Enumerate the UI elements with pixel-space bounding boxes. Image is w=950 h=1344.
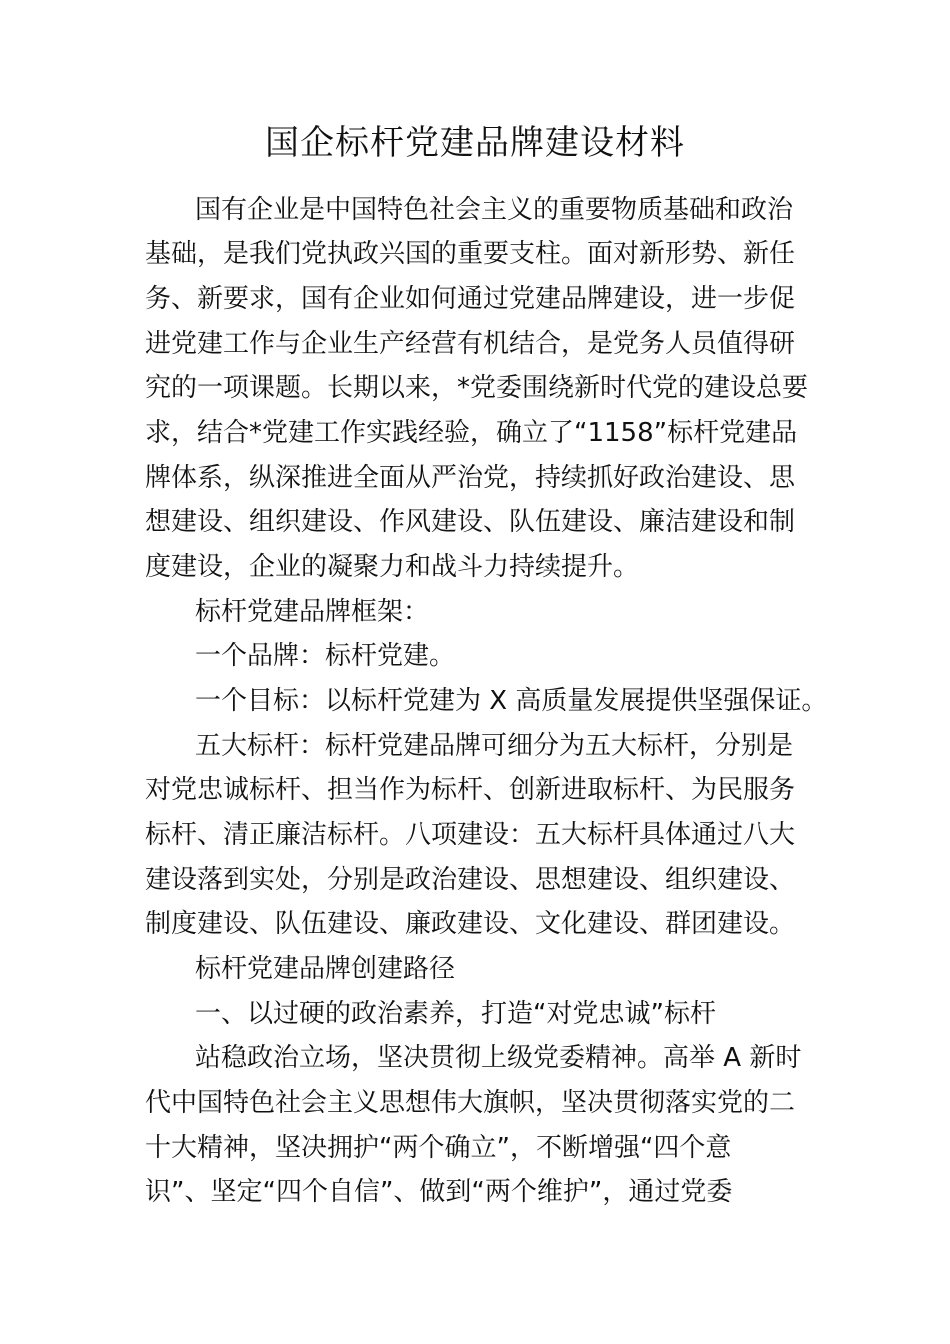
paragraph-line: 五大标杆：标杆党建品牌可细分为五大标杆，分别是 bbox=[195, 731, 794, 761]
paragraph-line: 想建设、组织建设、作风建设、队伍建设、廉洁建设和制 bbox=[145, 507, 796, 537]
section-heading: 标杆党建品牌创建路径 bbox=[195, 954, 456, 984]
paragraph-line: 十大精神，坚决拥护“两个确立”，不断增强“四个意 bbox=[145, 1133, 732, 1163]
paragraph-line: 牌体系，纵深推进全面从严治党，持续抓好政治建设、思 bbox=[145, 463, 796, 493]
paragraph-line: 一个目标：以标杆党建为 X 高质量发展提供坚强保证。 bbox=[195, 686, 828, 716]
paragraph-line: 究的一项课题。长期以来，*党委围绕新时代党的建设总要 bbox=[145, 373, 809, 403]
paragraph-line: 进党建工作与企业生产经营有机结合，是党务人员值得研 bbox=[145, 329, 796, 359]
paragraph-line: 识”、坚定“四个自信”、做到“两个维护”，通过党委 bbox=[145, 1177, 733, 1207]
paragraph-line: 一个品牌：标杆党建。 bbox=[195, 641, 456, 671]
paragraph-line: 务、新要求，国有企业如何通过党建品牌建设，进一步促 bbox=[145, 284, 796, 314]
paragraph-line: 对党忠诚标杆、担当作为标杆、创新进取标杆、为民服务 bbox=[145, 775, 796, 805]
paragraph-line: 代中国特色社会主义思想伟大旗帜，坚决贯彻落实党的二 bbox=[145, 1088, 796, 1118]
document-title: 国企标杆党建品牌建设材料 bbox=[265, 123, 685, 163]
section-heading: 标杆党建品牌框架： bbox=[195, 597, 430, 627]
paragraph-line: 标杆、清正廉洁标杆。八项建设：五大标杆具体通过八大 bbox=[145, 820, 796, 850]
paragraph-line: 基础，是我们党执政兴国的重要支柱。面对新形势、新任 bbox=[145, 239, 796, 269]
paragraph-line: 制度建设、队伍建设、廉政建设、文化建设、群团建设。 bbox=[145, 909, 796, 939]
subsection-heading: 一、以过硬的政治素养，打造“对党忠诚”标杆 bbox=[195, 999, 716, 1029]
paragraph-line: 求，结合*党建工作实践经验，确立了“1158”标杆党建品 bbox=[145, 418, 798, 448]
paragraph-line: 建设落到实处，分别是政治建设、思想建设、组织建设、 bbox=[145, 865, 796, 895]
paragraph-line: 站稳政治立场，坚决贯彻上级党委精神。高举 A 新时 bbox=[195, 1043, 802, 1073]
paragraph-line: 度建设，企业的凝聚力和战斗力持续提升。 bbox=[145, 552, 640, 582]
paragraph-line: 国有企业是中国特色社会主义的重要物质基础和政治 bbox=[195, 195, 794, 225]
